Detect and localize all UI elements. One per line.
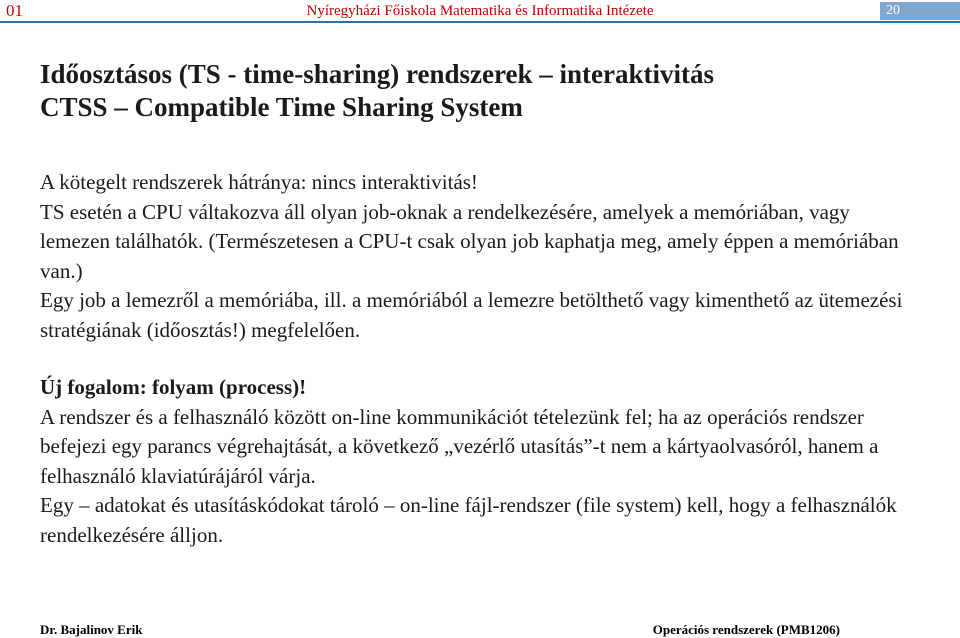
- body-paragraph: A kötegelt rendszerek hátránya: nincs interaktivitás!: [40, 170, 478, 194]
- title-line-2: CTSS – Compatible Time Sharing System: [40, 92, 523, 122]
- title-line-1: Időosztásos (TS - time-sharing) rendszerek – interaktivitás: [40, 59, 714, 89]
- institution-name: Nyíregyházi Főiskola Matematika és Informatika Intézete: [306, 3, 654, 19]
- body-heading: [40, 373, 920, 403]
- slide-number: 01: [6, 1, 23, 20]
- footer-course: Operációs rendszerek (PMB1206): [652, 622, 840, 637]
- process-heading: Új fogalom: folyam (process)!: [40, 375, 307, 399]
- slide-body: [40, 168, 920, 550]
- header-divider: [0, 21, 960, 23]
- slide-title: [40, 58, 714, 124]
- page-number: 20: [880, 2, 960, 20]
- body-paragraph: A rendszer és a felhasználó között on-line kommunikációt tételezünk fel; ha az operációs rendszer befejezi egy parancs végrehajtását, a következő „vezérlő utasítás”-t nem a kártyaolvasóról, hanem a felhasználó klaviatúrájáról várja.: [40, 404, 879, 488]
- footer-author: Dr. Bajalinov Erik: [40, 622, 143, 637]
- paragraph-gap: [40, 345, 920, 373]
- body-paragraph: Egy job a lemezről a memóriába, ill. a memóriából a lemezre betölthető vagy kimenthető az ütemezési stratégiának (időosztás!) megfelelően.: [40, 288, 903, 342]
- slide-header: [0, 0, 960, 22]
- body-paragraph: TS esetén a CPU váltakozva áll olyan job-oknak a rendelkezésére, amelyek a memóriában, vagy lemezen találhatók. (Természetesen a CPU-t csak olyan job kaphatja meg, amely éppen a memóriában van.): [40, 199, 899, 283]
- body-paragraph: Egy – adatokat és utasításkódokat tároló – on-line fájl-rendszer (file system) kell, hogy a felhasználók rendelkezésére álljon.: [40, 493, 897, 547]
